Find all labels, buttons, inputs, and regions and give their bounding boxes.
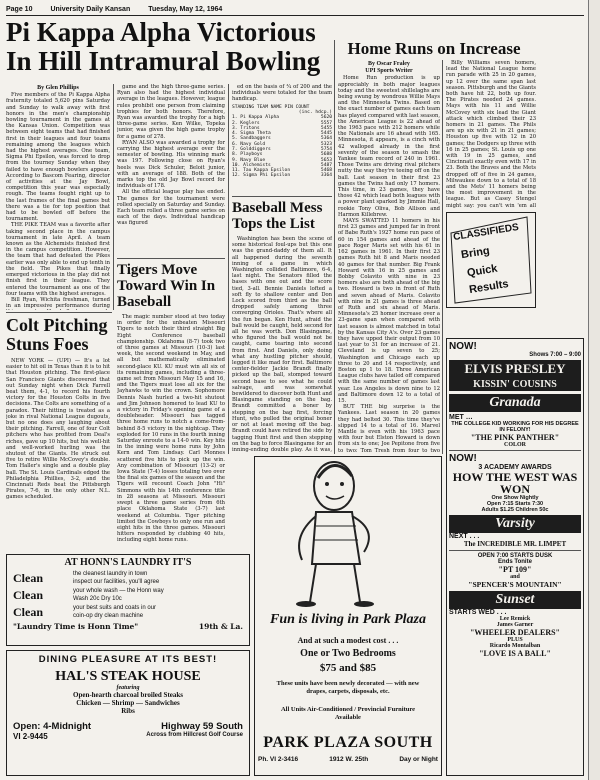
column-rule <box>442 60 443 454</box>
park-extras: All Units Air-Conditioned / Provincial Furniture Available <box>280 706 416 721</box>
bowling-text-2b: RYAN ALSO was awarded a trophy for carrying the highest average over the semester of bowling. His winning mark was 197. Following close on Ryan's heels was Dick Schuler, Beloit junior, with an average of 188. Both of the marks top the old Jay Bowl record for individuals of 178. <box>117 139 225 190</box>
standings-header: STANDING TEAM NAME PIN COUNT <box>232 104 310 110</box>
bowling-text-2c: All the official league play has ended. The games for the tournament were rolled specially on Saturday and Sunday. Each team rolled a three game series on each of the days. Individual handicap was figured <box>117 189 225 227</box>
bowling-text-1b: THE PIKE TEAM was a favorite after taking second place in the campus tournament in late April. A team known as the Alchemists finished first in the campus competition. However, the team that had defeated the Pikes earlier was only able to end up tenth in the field. The Pikes that finally emerged victorious in the play did not finish first in their league. They entered the tournament as one of the four teams with the highest averages. <box>6 222 110 297</box>
steak-name: HAL'S STEAK HOUSE <box>55 669 201 684</box>
varsity-logo: Varsity <box>449 515 581 533</box>
standings-row: 3. Tritons 5455 <box>232 125 332 131</box>
main-headline: Pi Kappa Alpha Victorious In Hill Intramural Bowling <box>6 17 321 76</box>
park-contact: Ph. VI 2-3416 1912 W. 25th Day or Night <box>258 756 438 763</box>
laundry-row: Clean the cleanest laundry in town inspect our facilities, you'll agree <box>13 570 160 585</box>
bowling-text-1c: Bill Ryan, Wichita freshman, turned in an impressive performance during <box>6 296 110 310</box>
tigers-column <box>117 314 225 550</box>
section-rule <box>6 312 112 313</box>
section-rule <box>232 196 332 197</box>
homeruns-column-2 <box>446 60 536 208</box>
standings-row: 12. Sigma Phi Epsilon 3364 <box>232 173 332 179</box>
park-name: PARK PLAZA SOUTH <box>263 734 433 751</box>
bowling-column-1 <box>6 84 110 310</box>
masthead <box>6 4 584 16</box>
tigers-text: The magic number stood at two today in order for the unbeaten Missouri Tigers to notch their third straight Big Eight Conference baseball championship. Oklahoma (8-7) took two of three games at Missouri (10-3) last week, the second weekend in May, and all but mathematically eliminated second-place KU. KU must win all six of its remaining games, including a three-game set from Missouri May 15 and 16, and the Tigers must lose all six for the Jayhawks to win the crown. Sophomore Dennis Nash hurled a two-hit shutout and Jim Johnson homered to lead KU to a victory in Friday's opening game of a doubleheader. Missouri has tagged three home runs to notch a come-from-behind 8-5 victory in the nightcap. They exploded for 10 runs in the fourth inning Saturday enroute to a 14-0 win. Key hits in the inning were home runs by John Kern and Tom Lindsay. Carl Monnes scattered five hits to pick up the win. Any combination of Missouri (13-2) or Iowa State (7-4) losses totaling two over the final six games of the season and the Tigers will recount Coach John "Hi" Simmons with his 14th conference title in 28 seasons at Missouri. Missouri swept a three game series from 6th place Oklahoma State (3-7) last weekend at Columbia. Tiger pitching limited the Cowboys to only one run and eight hits in the three games. Missouri hitters responded by clubbing 40 hits, including eight home runs. <box>117 314 225 544</box>
colt-text: NEW YORK — (UPI) — It's a lot easier to hit oil in Texas than it is to hit that Houston pitching. The first-place San Francisco Giants discovered that out Sunday night when Dick Farrell beat them, 4-1, to record his fourth victory for the Houston Colts in five decisions. The Colts are something of a paradox. Their hitting is treated as a joke in rival National League dugouts, but no one does any laughing about their pitching. Farrell, one of four Colt pitchers who has profited from Deal's riches, gave up 10 hits, but his well-hit and well-worked hurling was the shutout of the Giants. He struck out five to retire Willie McCovey's double. Tom Haller's single and a double play ball. The St. Louis Cardinals edged the Philadelphia Phillies, 3-2, and the Cincinnati Reds beat the Pittsburgh Pirates, 7-6, in the only other N.L. games scheduled. <box>6 358 110 501</box>
cartoon-man-icon <box>256 456 416 608</box>
steak-ad: DINING PLEASURE AT ITS BEST! HAL'S STEAK HOUSE featuring Open-hearth charcoal broiled Steaks Chicken — Shrimp — Sandwiches Ribs Open: 4-Midnight VI 2-9445 Highway 59 South Across from Hillcrest Golf Course <box>6 650 250 776</box>
bowling-byline: By Glen Phillips <box>37 85 79 91</box>
standings-table <box>232 105 332 179</box>
laundry-ad <box>6 554 250 646</box>
adjacent-page-edge <box>588 0 600 780</box>
standings-row: 8. Playboys 5688 <box>232 152 332 158</box>
mess-headline: Baseball Mess Tops the List <box>232 200 323 232</box>
section-rule <box>117 258 225 259</box>
bowling-text-3: ed on the basis of ¾ of 200 and the individuals were totaled for the team handicap. <box>232 84 332 103</box>
granada-logo: Granada <box>449 394 581 412</box>
standings-row: 4. Sigma Theta 5445 <box>232 131 332 137</box>
column-rule <box>334 40 335 454</box>
standings-subheader: (inc. hdcp.) <box>298 109 332 115</box>
movie-listings: NOW! Shows 7:00 – 9:00 ELVIS PRESLEY KISSIN' COUSINS Granada MET … THE COLLEGE KID WORKING FOR HIS DEGREE IN FELONY! "THE PINK PANTHER" COLOR NOW! 3 ACADEMY AWARDS HOW THE WEST WAS WON One Show Nightly Open 7:15 Starts 7:30 Adults $1.25 Children 50c Varsity NEXT . . . The INCREDIBLE MR. LIMPET OPEN 7:00 STARTS DUSK Ends Tonite "PT 109" and "SPENCER'S MOUNTAIN" Sunset STARTS WED . . . Lee Remick James Garner "WHEELER DEALERS" PLUS Ricardo Montalban "LOVE IS A BALL" <box>446 338 584 776</box>
sunset-logo: Sunset <box>449 591 581 609</box>
page-number: Page 10 <box>6 6 33 13</box>
laundry-row: Clean your best suits and coats in our coin-op dry clean machine <box>13 604 157 619</box>
issue-date: Tuesday, May 12, 1964 <box>148 6 223 13</box>
mess-column <box>232 236 332 452</box>
bowling-text-2: game and the high three-game series. Ryan also had the highest individual average in the leagues. However, league rules prohibit one person from claiming trophies for both honors. Therefore, Ryan was awarded the trophy for a high three-game series. Ken Wilke, Topeka junior, was given the high game trophy for a game of 278. <box>117 84 225 140</box>
paper-name: University Daily Kansan <box>50 6 131 13</box>
standings-row: 5. Sandbaggers 5364 <box>232 136 332 142</box>
bowling-column-3 <box>232 84 332 194</box>
standings-row: 1. Pi Kappa Alpha 5620 <box>232 115 332 121</box>
homeruns-headline: Home Runs on Increase <box>347 39 521 58</box>
homeruns-text-2: Billy Williams seven homers, lead the National League home run parade with 25 in 20 games, up 12 over the same span last season. Pittsburgh and the Giants both have hit 22, both up four. The Pirates needed 24 games. Mays with his 11 and Willie McCovey with six lead the Giant attack which climbed their 23 homers in 21 games. The Phils are up six with 21 in 21 games; Houston up five with 12 in 20 games; the Dodgers up three with 16 in 25 games; St. Louis up one with 19 in 25 games, and Cincinnati exactly even with 17 in 23. Both the Braves and the Mets dropped off of five in 24 games, Milwaukee down to a total of 18 and the Mets' 11 homers being the most improvement in the league. But as Casey Stengel might say: you can't win 'em all <box>446 60 536 208</box>
bowling-column-2 <box>117 84 225 258</box>
laundry-title: AT HONN'S LAUNDRY IT'S <box>64 557 192 568</box>
column-rule <box>113 84 114 310</box>
mess-text: Washington has been the scene of some historical foul-ups but this one was the grand-daddy of them all. It all happened during the seventh inning of a game in which Washington collided Baltimore, 6-4, last night. The Senators filled the bases with one out and the score tied, 3-all. Bennie Daniels lofted a soft fly to shallow center and Don Lock scored from third as the ball dropped safely among three converging Orioles. That's where all the fun began. Ken Hunt, afraid the ball would be caught, held second for all he was worth. Don Blasingame, who figured the ball would not be caught, came tearing into second from first. And Daniels, only doing what any hustling pitcher should, legged it like mad for first. Baltimore center-fielder Jackie Brandt finally picked up the ball, stomped toward second base to see what he could salvage, and was somewhat bewildered to discover both Hunt and Blasingame standing on the bag. Brandt committed a boner by stepping on the bag first, forcing Hunt, who pulled the original boner or not at least moving off the bag. Brandt could have retired the side by tagging Hunt first and then stepping on the bag to force Blasingame for an inning-ending double play. As it was, <box>232 236 332 452</box>
column-rule <box>228 84 229 454</box>
bowling-text-1: Five members of the Pi Kappa Alpha fraternity totaled 5,620 pins Saturday and Sunday to walk away with first honors in the men's championship bowling tournament in the games at the Kansas Union. Competition was between eight teams that had finished first in their leagues and four teams remaining among the leagues which had the highest averages. One team, Sigma Phi Epsilon, was forced to drop from the tourney Sunday when they failed to have enough bowlers appear. According to Bascom Fearing, director of activities at the Jay Bowl, competition this year was especially rough. The teams fought right up to the last frames of the final games but there was a tie for top position that had to be bowled off before the tournament. <box>6 92 110 223</box>
homeruns-column-1: By Oscar Fraley UPI Sports Writer Home Run production is up appreciably in both major leagues today and the sweetest shillelaghs are being swung by wondrous Willie Mays and the Minnesota Twins. Based on the exact number of games each team has played compared with last season, the American League is 22 ahead of the 1963 pace with 212 homers while the Nationals are 16 ahead with 165. Minnesota, it appears, is a cinch with 42 walloped already in the first seventy of the season to smash the Yankee team record of 240 in 1961. Those Twins are driving rival pitchers nutty the way they're teeing off on the ball. Last season in their first 23 games the Twins had only 17 homers. This time, in 23 games, they have those 42 which lead both leagues with a power plant sparked by Jimmie Hall, rookie Tony Oliva, Bob Allison and Harmon Killebrew. MAYS SWATTED 11 homers in his first 23 games and jumped far in front of Babe Ruth's 1927 home run pace of 60 in 154 games and ahead of the pace Roger Maris set with his 61 in 162 games in 1961. In their first 23 games Ruth hit 8 and Maris needed 40 games for that number. Big Frank Howard with 16 in 25 games and Bobby Colavito with nine in 23 homers also are both ahead of the big two. Howard is two in front of Ruth and seven ahead of Maris. Colavito with nine in 21 games is three ahead of Ruth and six ahead of Maris. Minnesota's 25 homer increase over a 23-game span when compared with last season is almost matched in total by the Kansas City A's. Over 23 games they have upped their output from 10 last year to 31 for an increase of 21. Cleveland is up seven to 25; Washington and Chicago each up three to 20 and 14 respectively, and Boston up 1 to 18. Three American League clubs have tailed off compared with the same number of games last year. Los Angeles is down nine to 12 and Baltimore down 12 to a total of 15. BUT THE big surprise is the Yankees. Last season in 20 games they had belted 30. This time they've slipped 14 to a total of 16. Marvel Mantle is even with his 1963 pace with four but Elston Howard is down from six to one; Joe Pepitone from five to two; Tom Tresh from four to two <box>338 60 440 452</box>
laundry-row: Clean your whole wash — the Honn way Wash 20c Dry 10c <box>13 587 164 602</box>
standings-row: 7. Golddiggers 5754 <box>232 146 332 152</box>
colt-column <box>6 358 110 550</box>
tigers-headline: Tigers Move Toward Win In Baseball <box>117 262 216 310</box>
standings-row: 9. Navy Blue 5653 <box>232 157 332 163</box>
standings-row: 6. Navy Gold 5323 <box>232 141 332 147</box>
homeruns-text-1c: BUT THE big surprise is the Yankees. Last season in 20 games they had belted 30. This time they've slipped 14 to a total of 16. Marvel Mantle is even with his 1963 pace with four but Elston Howard is down from six to one; Joe Pepitone from five to two; Tom Tresh from four to two <box>338 404 440 452</box>
standings-row: 10. Alchemists 5487 <box>232 162 332 168</box>
park-desc: These units have been newly decorated — with new drapes, carpets, disposals, etc. <box>276 680 420 695</box>
standings-row: 2. Keglers 5557 <box>232 120 332 126</box>
colt-headline: Colt Pitching Stuns Foes <box>6 315 108 354</box>
kissin-banner: KISSIN' COUSINS <box>449 378 581 391</box>
park-price: $75 and $85 <box>319 662 377 674</box>
park-title: Fun is living in Park Plaza <box>270 612 426 627</box>
standings-row: 11. Tau Kappa Epsilon 5468 <box>232 168 332 174</box>
steak-title: DINING PLEASURE AT ITS BEST! <box>38 654 218 665</box>
elvis-banner: ELVIS PRESLEY <box>449 360 581 378</box>
park-cost: And at such a modest cost . . . <box>297 636 399 645</box>
homeruns-text-1: Home Run production is up appreciably in both major leagues today and the sweetest shillelaghs are being swung by wondrous Willie Mays and the Minnesota Twins. Based on the exact number of games each team has played compared with last season, the American League is 22 ahead of the 1963 pace with 212 homers while the Nationals are 16 ahead with 165. Minnesota, it appears, is a cinch with 42 walloped already in the first seventy of the season to smash the Yankee team record of 240 in 1961. Those Twins are driving rival pitchers nutty the way they're teeing off on the ball. Last season in their first 23 games the Twins had only 17 homers. This time, in 23 games, they have those 42 which lead both leagues with a power plant sparked by Jimmie Hall, rookie Tony Oliva, Bob Allison and Harmon Killebrew. <box>338 75 440 218</box>
homeruns-text-1b: MAYS SWATTED 11 homers in his first 23 games and jumped far in front of Babe Ruth's 1927 home run pace of 60 in 154 games and ahead of the pace Roger Maris set with his 61 in 162 games in 1961. In their first 23 games Ruth hit 8 and Maris needed 40 games for that number. Big Frank Howard with 16 in 25 games and Bobby Colavito with nine in 23 homers also are both ahead of the big two. Howard is two in front of Ruth and seven ahead of Maris. Colavito with nine in 21 games is three ahead of Ruth and six ahead of Maris. Minnesota's 25 homer increase over a 23-game span when compared with last season is almost matched in total by the Kansas City A's. Over 23 games they have upped their output from 10 last year to 31 for an increase of 21. Cleveland is up seven to 25; Washington and Chicago each up three to 20 and 14 respectively, and Boston up 1 to 18. Three American League clubs have tailed off compared with the same number of games last year. Los Angeles is down nine to 12 and Baltimore down 12 to a total of 15. <box>338 218 440 404</box>
park-rooms: One or Two Bedrooms <box>300 648 396 659</box>
laundry-footer: "Laundry Time is Honn Time" 19th & La. <box>13 622 243 631</box>
classifieds-ad: CLASSIFIEDS Bring Quick Results <box>446 212 536 308</box>
